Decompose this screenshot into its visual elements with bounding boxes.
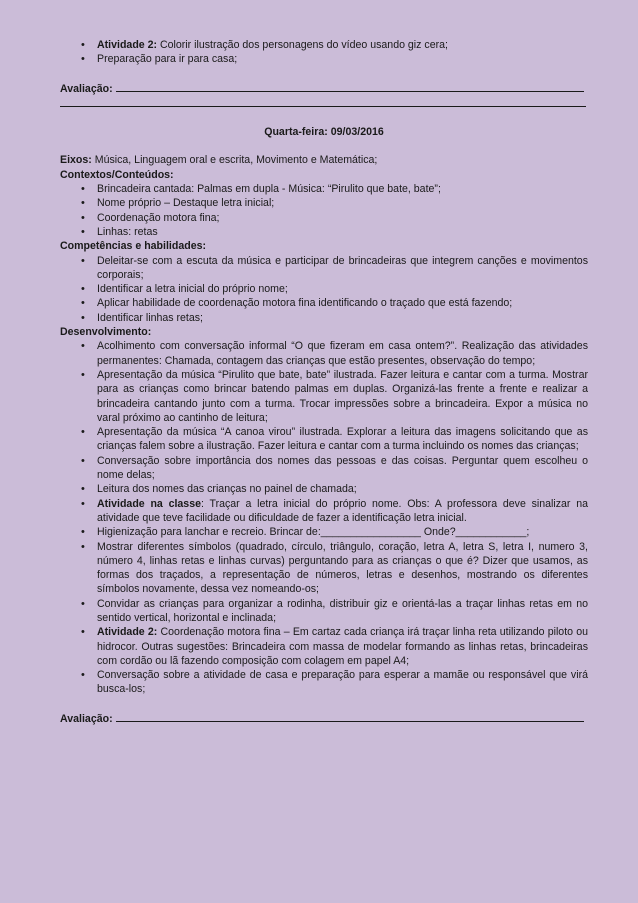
- competencias-list: [60, 254, 588, 325]
- avaliacao-label: Avaliação:: [60, 82, 113, 95]
- item-text: Preparação para ir para casa;: [97, 53, 238, 66]
- contextos-heading: Contextos/Conteúdos:: [60, 168, 174, 181]
- desenvolvimento-heading: Desenvolvimento:: [60, 326, 152, 339]
- list-item: [60, 368, 588, 425]
- eixos-text: Música, Linguagem oral e escrita, Movimento e Matemática;: [91, 154, 378, 167]
- list-item: • Brincadeira cantada: Palmas em dupla - Música: “Pirulito que bate, bate”;: [60, 182, 588, 196]
- contextos-list: [60, 182, 588, 239]
- list-item: [60, 497, 588, 526]
- avaliacao-line-1: [60, 81, 588, 96]
- list-item: • Linhas: retas: [60, 225, 588, 239]
- list-item: • Identificar linhas retas;: [60, 311, 588, 325]
- day-heading: Quarta-feira: 09/03/2016: [264, 126, 384, 139]
- avaliacao-label: Avaliação:: [60, 712, 113, 725]
- list-item: [60, 525, 588, 539]
- list-item: [60, 597, 588, 626]
- item-text: Apresentação da música “Pirulito que bate, bate” ilustrada. Fazer leitura e cantar com a turma. Mostrar para as crianças como brincar batendo palmas em duplas. Organizá-las frente a frente e realizar a brincadeira cantando junto com a turma. Trocar impressões sobre a brincadeira. Expor a música no varal próximo ao cantinho de leitura;: [97, 368, 588, 424]
- item-text: Coordenação motora fina – Em cartaz cada criança irá traçar linha reta utilizando piloto ou hidrocor. Outras sugestões: Brincadeira com massa de modelar formando as linhas retas, brincadeiras com cordão ou lã fazendo composição com colagem em papel A4;: [97, 626, 589, 667]
- list-item: [60, 625, 588, 668]
- item-text: Conversação sobre a atividade de casa e preparação para esperar a mamãe ou responsável que virá busca-los;: [97, 669, 588, 696]
- fill-in-line: [116, 711, 584, 722]
- item-text: Higienização para lanchar e recreio. Brincar de:_________________ Onde?____________;: [97, 526, 530, 539]
- list-item: • Deleitar-se com a escuta da música e participar de brincadeiras que integrem canções e movimentos corporais;: [60, 254, 588, 283]
- item-text: Acolhimento com conversação informal “O que fizeram em casa ontem?”. Realização das atividades permanentes: Chamada, contagem das crianças que estão presentes, observação do tempo;: [97, 340, 588, 367]
- list-item: • Identificar a letra inicial do próprio nome;: [60, 282, 588, 296]
- item-text: Convidar as crianças para organizar a rodinha, distribuir giz e orientá-las a traçar linhas retas em no sentido vertical, horizontal e inclinada;: [97, 597, 588, 624]
- item-bold-label: Atividade na classe: [97, 497, 201, 510]
- list-item: [60, 425, 588, 454]
- avaliacao-line-final: [60, 711, 588, 726]
- eixos-label: Eixos:: [60, 154, 92, 167]
- item-bold-label: Atividade 2:: [97, 39, 158, 51]
- fill-in-line: [116, 81, 584, 92]
- list-item: [60, 52, 588, 66]
- list-item: [60, 454, 588, 483]
- item-text: Colorir ilustração dos personagens do vídeo usando giz cera;: [157, 39, 448, 51]
- eixos-line: [60, 153, 588, 167]
- competencias-heading: Competências e habilidades:: [60, 240, 207, 253]
- item-text: : Traçar a letra inicial do próprio nome. Obs: A professora deve sinalizar na atividade que teve facilidade ou dificuldade de fazer a identificação letra inicial.: [97, 497, 588, 524]
- list-item: [60, 339, 588, 368]
- list-item: [60, 668, 588, 697]
- avaliacao-line-2: [60, 96, 588, 111]
- item-text: Leitura dos nomes das crianças no painel de chamada;: [97, 483, 357, 496]
- desenvolvimento-list: [60, 339, 588, 696]
- list-item: [60, 540, 588, 597]
- list-item: [60, 38, 588, 52]
- item-bold-label: Atividade 2:: [97, 626, 158, 639]
- list-item: • Coordenação motora fina;: [60, 211, 588, 225]
- item-text: Apresentação da música “A canoa virou” ilustrada. Explorar a leitura das imagens solicitando que as crianças falem sobre a ilustração. Fazer leitura e cantar com a turma incluindo os nomes das crianças;: [97, 426, 588, 453]
- fill-in-line: [60, 96, 586, 107]
- top-activity-list: [60, 38, 588, 67]
- item-text: Mostrar diferentes símbolos (quadrado, círculo, triângulo, coração, letra A, letra S, letra I, numero 3, número 4, linhas retas e linhas curvas) perguntando para as crianças o que é? Dizer que usamos, as formas dos traçados, a representação de números, letras e desenhos, mostrando os diferentes símbolos novamente, dessa vez nomeando-os;: [97, 540, 588, 596]
- list-item: [60, 482, 588, 496]
- item-text: Conversação sobre importância dos nomes das pessoas e das coisas. Perguntar quem escolheu o nome delas;: [97, 454, 588, 482]
- list-item: • Aplicar habilidade de coordenação motora fina identificando o traçado que está fazendo;: [60, 296, 588, 310]
- list-item: • Nome próprio – Destaque letra inicial;: [60, 196, 588, 210]
